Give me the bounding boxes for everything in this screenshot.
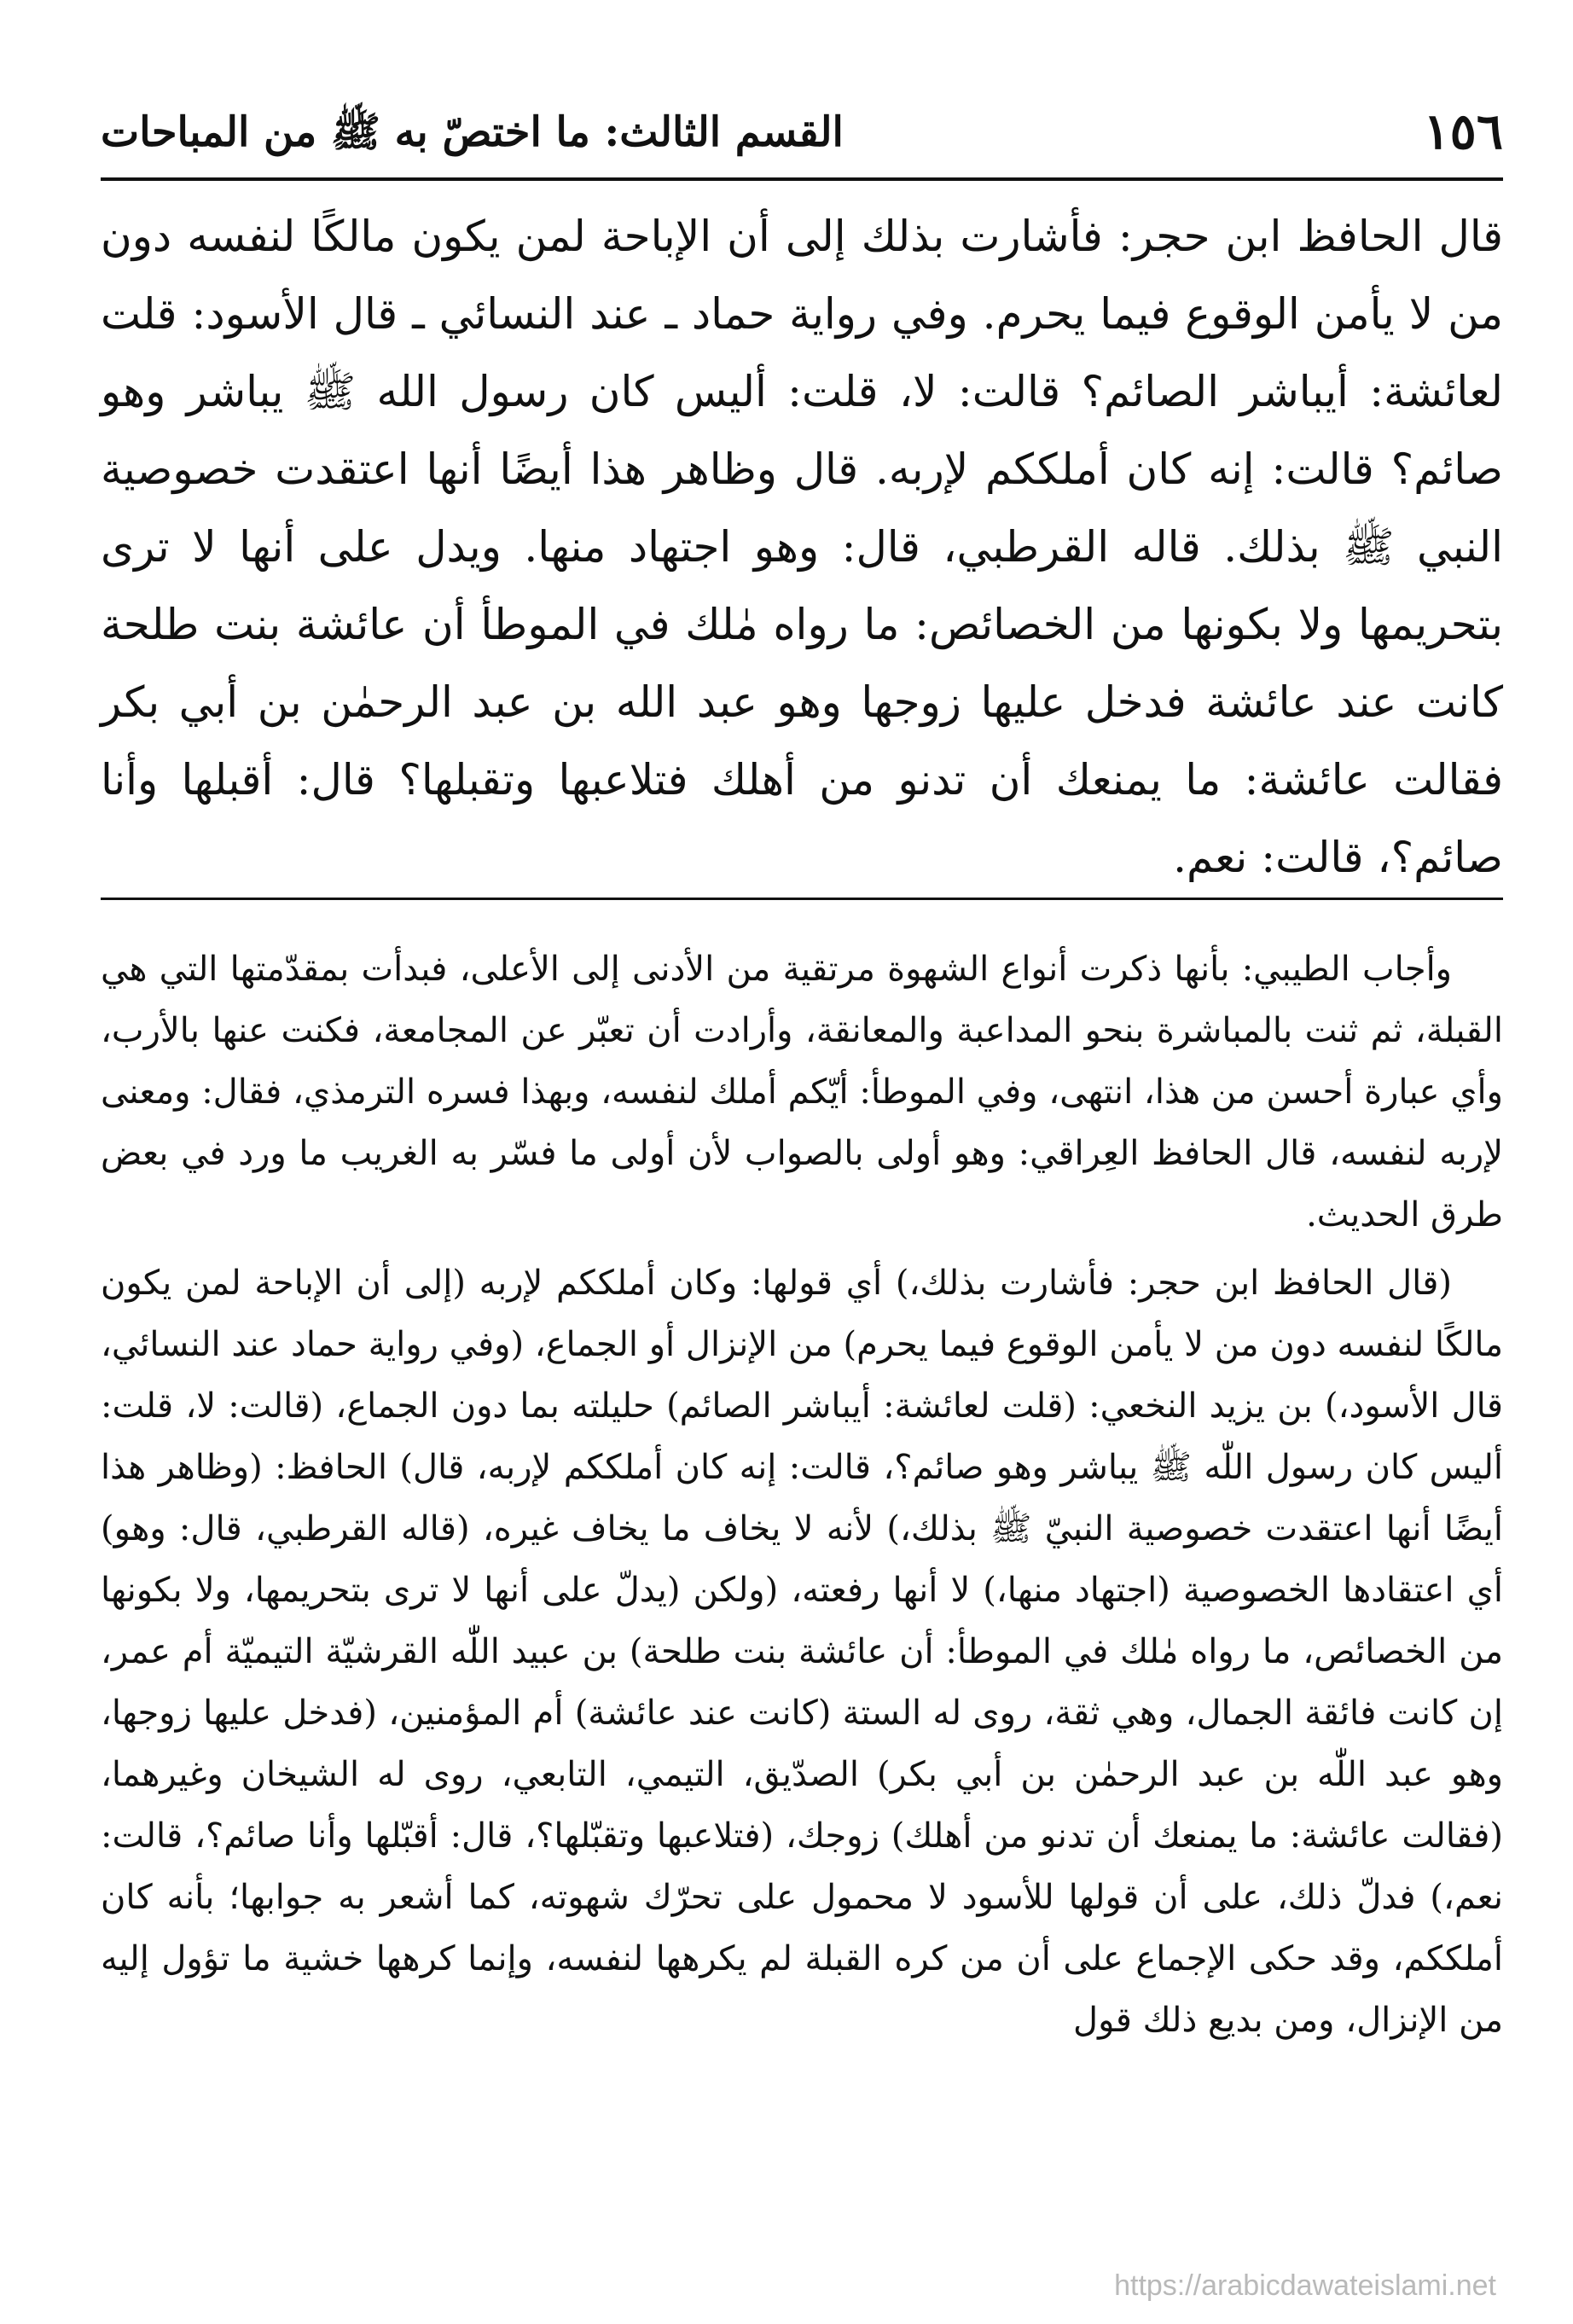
- header-rule: [101, 177, 1503, 181]
- running-title: القسم الثالث: ما اختصّ به ﷺ من المباحات: [101, 108, 844, 156]
- page-number: ١٥٦: [1423, 102, 1503, 160]
- commentary-paragraph-2: (قال الحافظ ابن حجر: فأشارت بذلك،) أي قولها: وكان أملككم لإربه (إلى أن الإباحة لمن يكون مالكًا لنفسه دون من لا يأمن الوقوع فيما يحرم) من الإنزال أو الجماع، (وفي رواية حماد عند النسائي، قال الأسود،) بن يزيد النخعي: (قلت لعائشة: أيباشر الصائم) حليلته بما دون الجماع، (قالت: لا، قلت: أليس كان رسول اللّٰه ﷺ يباشر وهو صائم؟، قالت: إنه كان أملككم لإربه، قال) الحافظ: (وظاهر هذا أيضًا أنها اعتقدت خصوصية النبيّ ﷺ بذلك،) لأنه لا يخاف ما يخاف غيره، (قاله القرطبي، قال: وهو) أي اعتقادها الخصوصية (اجتهاد منها،) لا أنها رفعته، (ولكن (يدلّ على أنها لا ترى بتحريمها، ولا بكونها من الخصائص، ما رواه مٰلك في الموطأ: أن عائشة بنت طلحة) بن عبيد اللّٰه القرشيّة التيميّة أم عمر، إن كانت فائقة الجمال، وهي ثقة، روى له الستة (كانت عند عائشة) أم المؤمنين، (فدخل عليها زوجها، وهو عبد اللّٰه بن عبد الرحمٰن بن أبي بكر) الصدّيق، التيمي، التابعي، روى له الشيخان وغيرهما، (فقالت عائشة: ما يمنعك أن تدنو من أهلك) زوجك، (فتلاعبها وتقبّلها؟، قال: أقبّلها وأنا صائم؟، قالت: نعم،) فدلّ ذلك، على أن قولها للأسود لا محمول على تحرّك شهوته، كما أشعر به جوابها؛ بأنه كان أملككم، وقد حكى الإجماع على أن من كره القبلة لم يكرهها لنفسه، وإنما كرهها خشية ما تؤول إليه من الإنزال، ومن بديع ذلك قول: [101, 1264, 1504, 2040]
- watermark-url: https://arabicdawateislami.net: [1114, 2269, 1496, 2302]
- commentary-block: [101, 938, 1503, 2054]
- section-divider: [101, 898, 1503, 900]
- page-header: [101, 96, 1503, 169]
- commentary-paragraph-1: وأجاب الطيبي: بأنها ذكرت أنواع الشهوة مرتقية من الأدنى إلى الأعلى، فبدأت بمقدّمتها التي هي القبلة، ثم ثنت بالمباشرة بنحو المداعبة والمعانقة، وأرادت أن تعبّر عن المجامعة، فكنت عنها بالأرب، وأي عبارة أحسن من هذا، انتهى، وفي الموطأ: أيّكم أملك لنفسه، وبهذا فسره الترمذي، فقال: ومعنى لإربه لنفسه، قال الحافظ العِراقي: وهو أولى بالصواب لأن أولى ما فسّر به الغريب ما ورد في بعض طرق الحديث.: [101, 950, 1504, 1235]
- main-text-block: قال الحافظ ابن حجر: فأشارت بذلك إلى أن الإباحة لمن يكون مالكًا لنفسه دون من لا يأمن الوقوع فيما يحرم. وفي رواية حماد ـ عند النسائي ـ قال الأسود: قلت لعائشة: أيباشر الصائم؟ قالت: لا، قلت: أليس كان رسول الله ﷺ يباشر وهو صائم؟ قالت: إنه كان أملككم لإربه. قال وظاهر هذا أيضًا أنها اعتقدت خصوصية النبي ﷺ بذلك. قاله القرطبي، قال: وهو اجتهاد منها. ويدل على أنها لا ترى بتحريمها ولا بكونها من الخصائص: ما رواه مٰلك في الموطأ أن عائشة بنت طلحة كانت عند عائشة فدخل عليها زوجها وهو عبد الله بن عبد الرحمٰن بن أبي بكر فقالت عائشة: ما يمنعك أن تدنو من أهلك فتلاعبها وتقبلها؟ قال: أقبلها وأنا صائم؟، قالت: نعم.: [101, 212, 1503, 882]
